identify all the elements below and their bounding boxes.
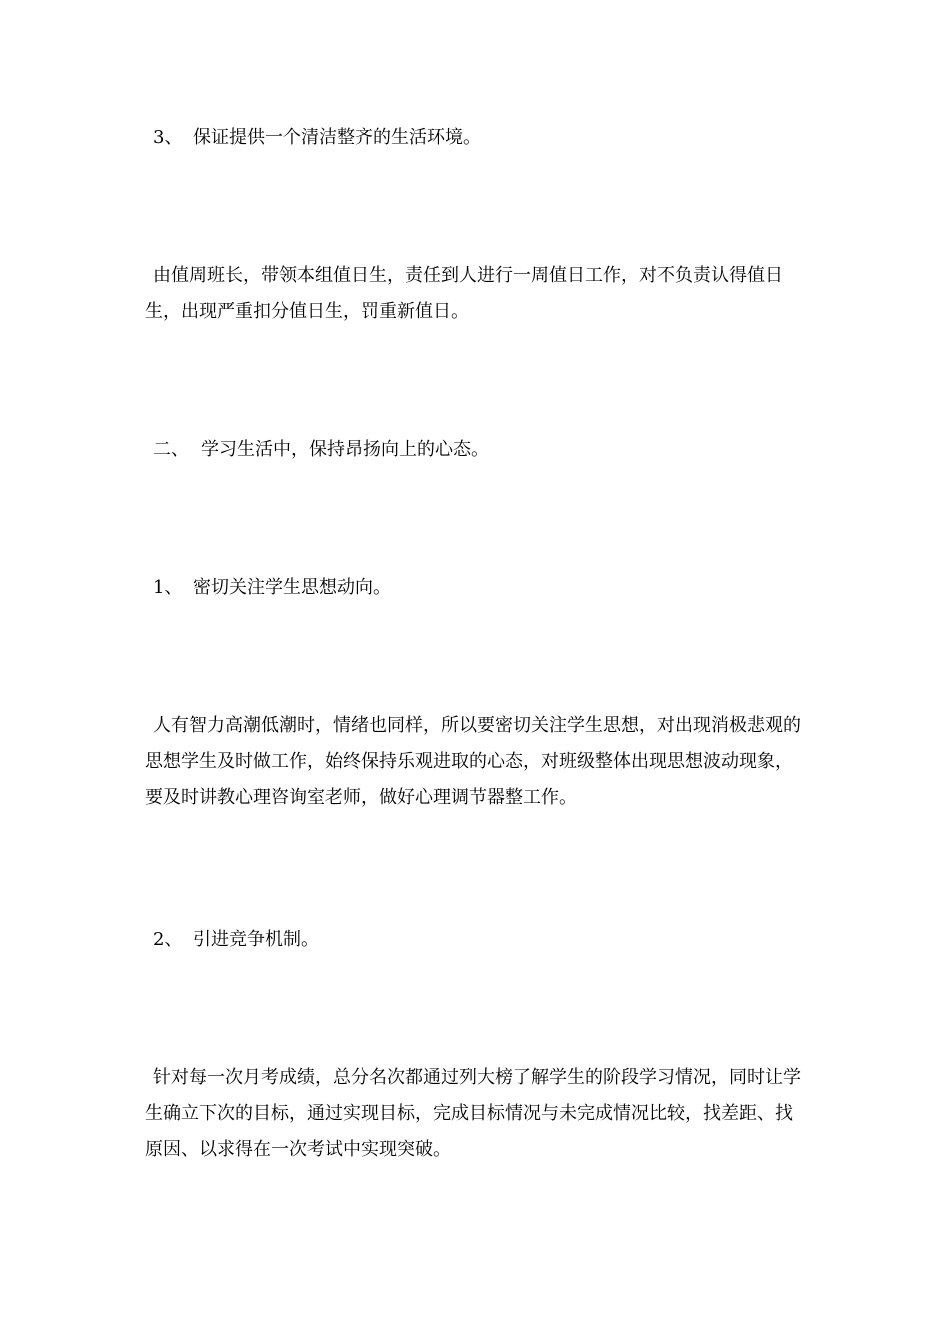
paragraph-text: 针对每一次月考成绩，总分名次都通过列大榜了解学生的阶段学习情况，同时让学生确立下次的目标，通过实现目标，完成目标情况与未完成情况比较，找差距、找原因、以求得在一次考试中实现突破。	[145, 1067, 801, 1160]
heading-number: 二、	[153, 439, 189, 460]
paragraph-text: 由值周班长，带领本组值日生，责任到人进行一周值日工作，对不负责认得值日生，出现严重扣分值日生，罚重新值日。	[145, 265, 783, 322]
section-heading-2	[153, 922, 319, 958]
section-heading-3	[153, 120, 481, 156]
paragraph-duty-rotation	[145, 258, 810, 330]
heading-number: 1、	[153, 577, 183, 598]
paragraph-competition	[145, 1060, 810, 1168]
heading-text: 密切关注学生思想动向。	[193, 577, 391, 598]
section-heading-two	[153, 432, 489, 468]
heading-text: 学习生活中，保持昂扬向上的心态。	[201, 439, 489, 460]
section-heading-1	[153, 570, 391, 606]
heading-text: 引进竞争机制。	[193, 929, 319, 950]
paragraph-text: 人有智力高潮低潮时，情绪也同样，所以要密切关注学生思想，对出现消极悲观的思想学生及时做工作，始终保持乐观进取的心态，对班级整体出现思想波动现象，要及时讲教心理咨询室老师，做好心理调节器整工作。	[145, 715, 801, 808]
heading-number: 3、	[153, 127, 183, 148]
heading-number: 2、	[153, 929, 183, 950]
heading-text: 保证提供一个清洁整齐的生活环境。	[193, 127, 481, 148]
paragraph-student-mindset	[145, 708, 810, 816]
